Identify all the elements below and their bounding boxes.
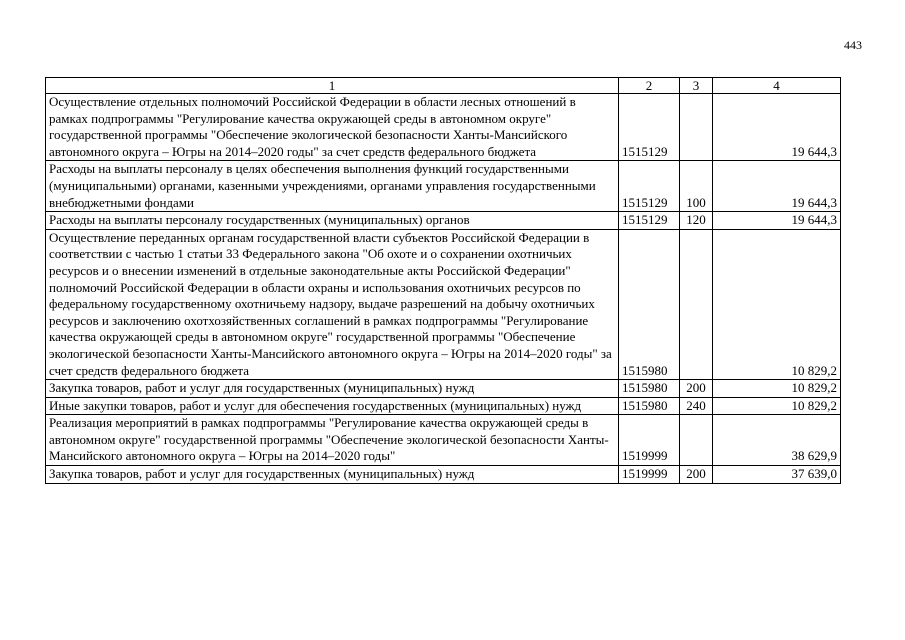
- row-expense-type: [680, 94, 713, 161]
- column-header-1: 1: [46, 78, 619, 94]
- table-row: [46, 380, 841, 398]
- row-target-code: 1515129: [619, 94, 680, 161]
- row-expense-type: 100: [680, 161, 713, 212]
- budget-table: [45, 77, 841, 484]
- row-target-code: 1515980: [619, 380, 680, 398]
- row-description: Иные закупки товаров, работ и услуг для обеспечения государственных (муниципальных) нужд: [46, 397, 619, 415]
- column-header-3: 3: [680, 78, 713, 94]
- table-row: [46, 397, 841, 415]
- row-description: Осуществление переданных органам государственной власти субъектов Российской Федерации в соответствии с частью 1 статьи 33 Федерального закона "Об охоте и о сохранении охотничьих ресурсов и о внесении изменений в отдельные законодательные акты Российской Федерации" полномочий Российской Федерации в области охраны и использования охотничьих ресурсов по федеральному государственному охотничьему надзору, выдаче разрешений на добычу охотничьих ресурсов и заключению охотхозяйственных соглашений в рамках подпрограммы "Регулирование качества окружающей среды в автономном округе" государственной программы "Обеспечение экологической безопасности Ханты-Мансийского автономного округа – Югры на 2014–2020 годы" за счет средств федерального бюджета: [46, 229, 619, 379]
- row-target-code: 1515980: [619, 397, 680, 415]
- row-amount: 38 629,9: [713, 415, 841, 466]
- table-row: [46, 212, 841, 230]
- row-expense-type: 200: [680, 380, 713, 398]
- row-amount: 19 644,3: [713, 212, 841, 230]
- row-amount: 37 639,0: [713, 466, 841, 484]
- row-target-code: 1519999: [619, 466, 680, 484]
- row-description: Закупка товаров, работ и услуг для государственных (муниципальных) нужд: [46, 380, 619, 398]
- row-description: Реализация мероприятий в рамках подпрограммы "Регулирование качества окружающей среды в автономном округе" государственной программы "Обеспечение экологической безопасности Ханты-Мансийского автономного округа – Югры на 2014–2020 годы": [46, 415, 619, 466]
- row-expense-type: [680, 229, 713, 379]
- table-header-row: [46, 78, 841, 94]
- row-target-code: 1519999: [619, 415, 680, 466]
- row-expense-type: [680, 415, 713, 466]
- row-expense-type: 120: [680, 212, 713, 230]
- row-amount: 10 829,2: [713, 397, 841, 415]
- table-row: [46, 94, 841, 161]
- table-row: [46, 466, 841, 484]
- row-amount: 10 829,2: [713, 380, 841, 398]
- row-description: Расходы на выплаты персоналу в целях обеспечения выполнения функций государственными (муниципальными) органами, казенными учреждениями, органами управления государственными внебюджетными фондами: [46, 161, 619, 212]
- row-amount: 19 644,3: [713, 161, 841, 212]
- row-target-code: 1515129: [619, 212, 680, 230]
- row-amount: 10 829,2: [713, 229, 841, 379]
- table-row: [46, 161, 841, 212]
- page-number: 443: [844, 38, 862, 52]
- row-target-code: 1515980: [619, 229, 680, 379]
- column-header-4: 4: [713, 78, 841, 94]
- column-header-2: 2: [619, 78, 680, 94]
- table-row: [46, 415, 841, 466]
- row-description: Осуществление отдельных полномочий Российской Федерации в области лесных отношений в рамках подпрограммы "Регулирование качества окружающей среды в автономном округе" государственной программы "Обеспечение экологической безопасности Ханты-Мансийского автономного округа – Югры на 2014–2020 годы" за счет средств федерального бюджета: [46, 94, 619, 161]
- row-expense-type: 240: [680, 397, 713, 415]
- row-description: Расходы на выплаты персоналу государственных (муниципальных) органов: [46, 212, 619, 230]
- row-description: Закупка товаров, работ и услуг для государственных (муниципальных) нужд: [46, 466, 619, 484]
- row-target-code: 1515129: [619, 161, 680, 212]
- row-expense-type: 200: [680, 466, 713, 484]
- table-row: [46, 229, 841, 379]
- row-amount: 19 644,3: [713, 94, 841, 161]
